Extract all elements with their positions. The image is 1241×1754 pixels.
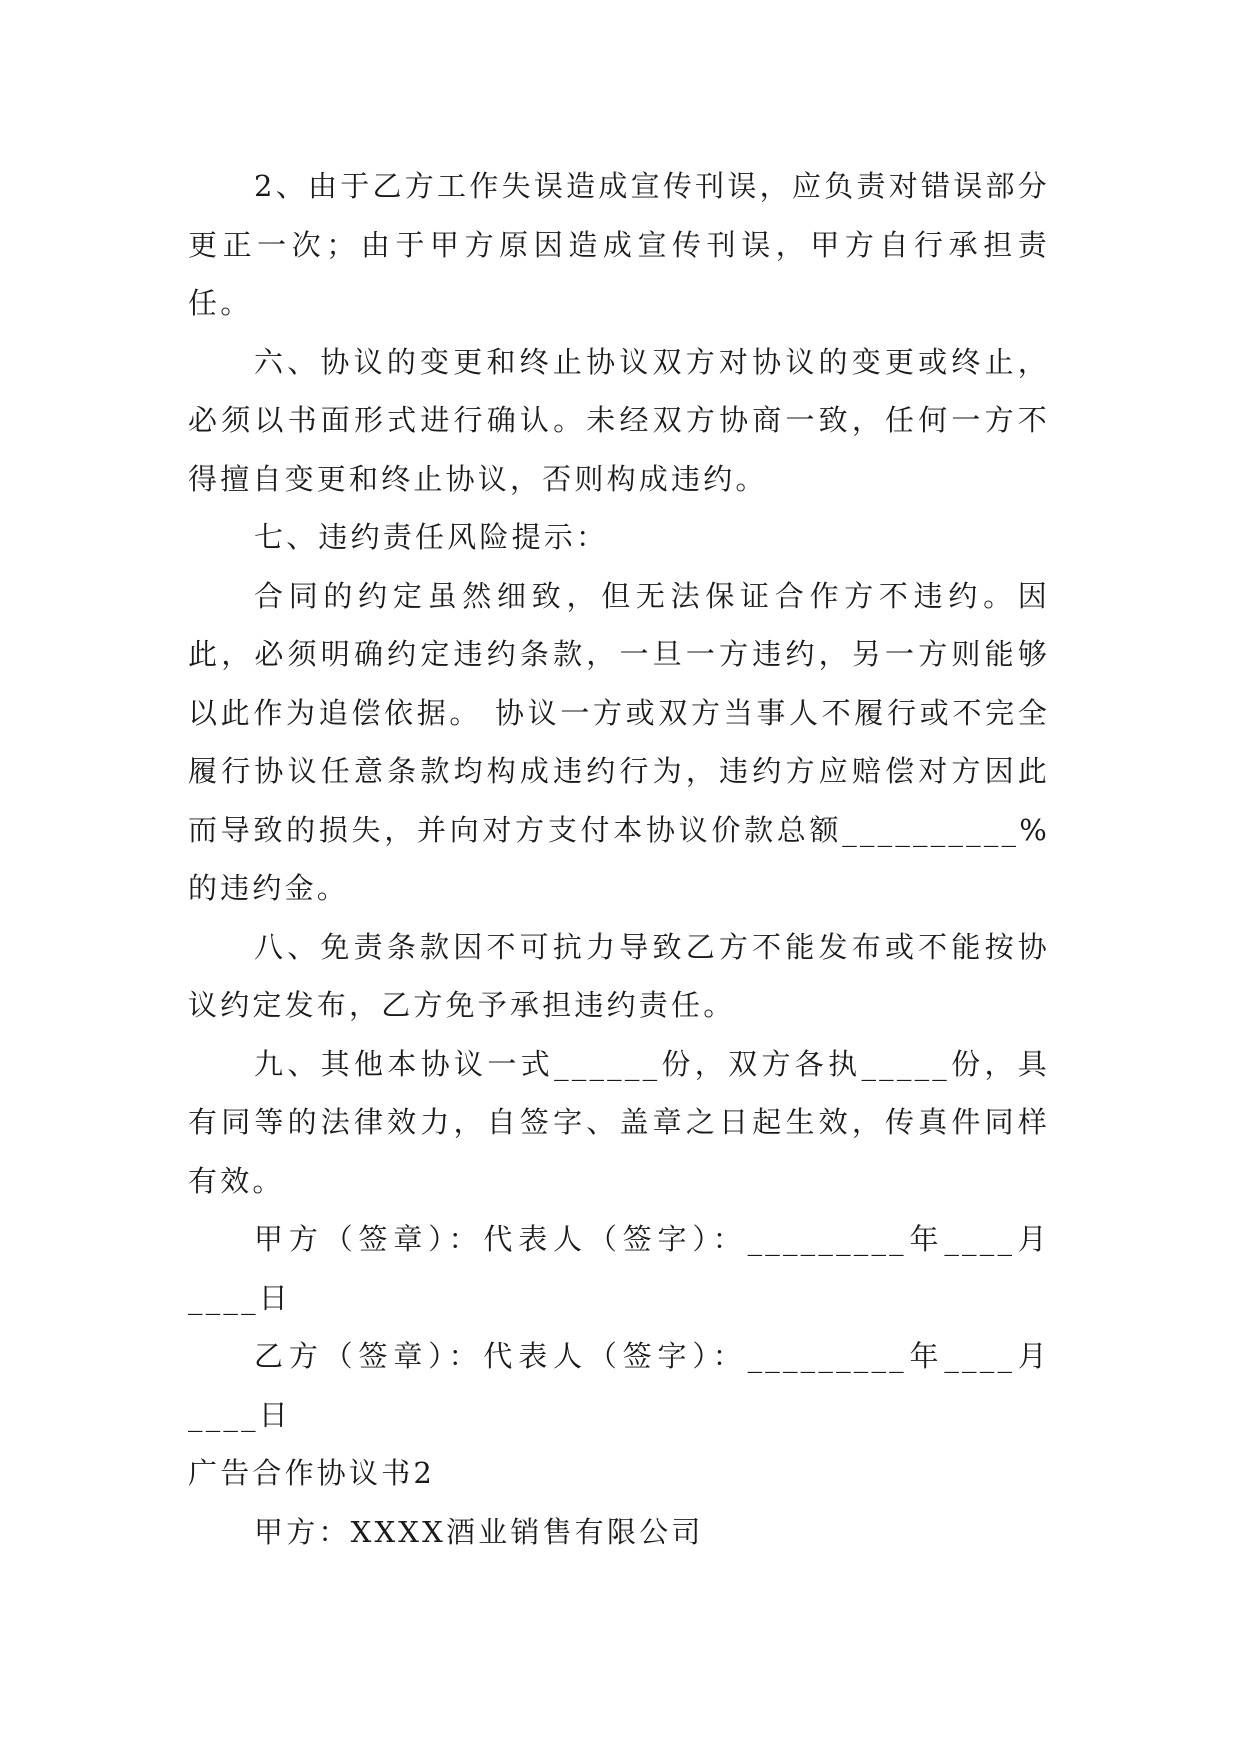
clause-paragraph-breach: 合同的约定虽然细致，但无法保证合作方不违约。因此，必须明确约定违约条款，一旦一方违约，另一方则能够以此作为追偿依据。 协议一方或双方当事人不履行或不完全履行协议任意条款均构成违约行为，违约方应赔偿对方因此而导致的损失，并向对方支付本协议价款总额__________%的违约金。 [188,578,1050,905]
signature-line-party-b: 乙方（签章）：代表人（签字）：_________年____月____日 [188,1339,1050,1432]
clause-heading-breach-risk: 七、违约责任风险提示： [254,520,609,554]
signature-line-party-a: 甲方（签章）：代表人（签字）：_________年____月____日 [188,1222,1050,1315]
document-title-2: 广告合作协议书2 [188,1456,436,1490]
clause-paragraph-correction: 2、由于乙方工作失误造成宣传刊误，应负责对错误部分更正一次；由于甲方原因造成宣传刊误，甲方自行承担责任。 [188,169,1050,320]
clause-paragraph-exemption: 八、免责条款因不可抗力导致乙方不能发布或不能按协议约定发布，乙方免予承担违约责任。 [188,929,1050,1022]
party-a-name: 甲方：XXXX酒业销售有限公司 [254,1514,704,1549]
document-page [188,157,1050,1561]
clause-paragraph-other: 九、其他本协议一式______份，双方各执_____份，具有同等的法律效力，自签字、盖章之日起生效，传真件同样有效。 [188,1046,1050,1198]
clause-paragraph-change-termination: 六、协议的变更和终止协议双方对协议的变更或终止，必须以书面形式进行确认。未经双方协商一致，任何一方不得擅自变更和终止协议，否则构成违约。 [188,344,1050,496]
